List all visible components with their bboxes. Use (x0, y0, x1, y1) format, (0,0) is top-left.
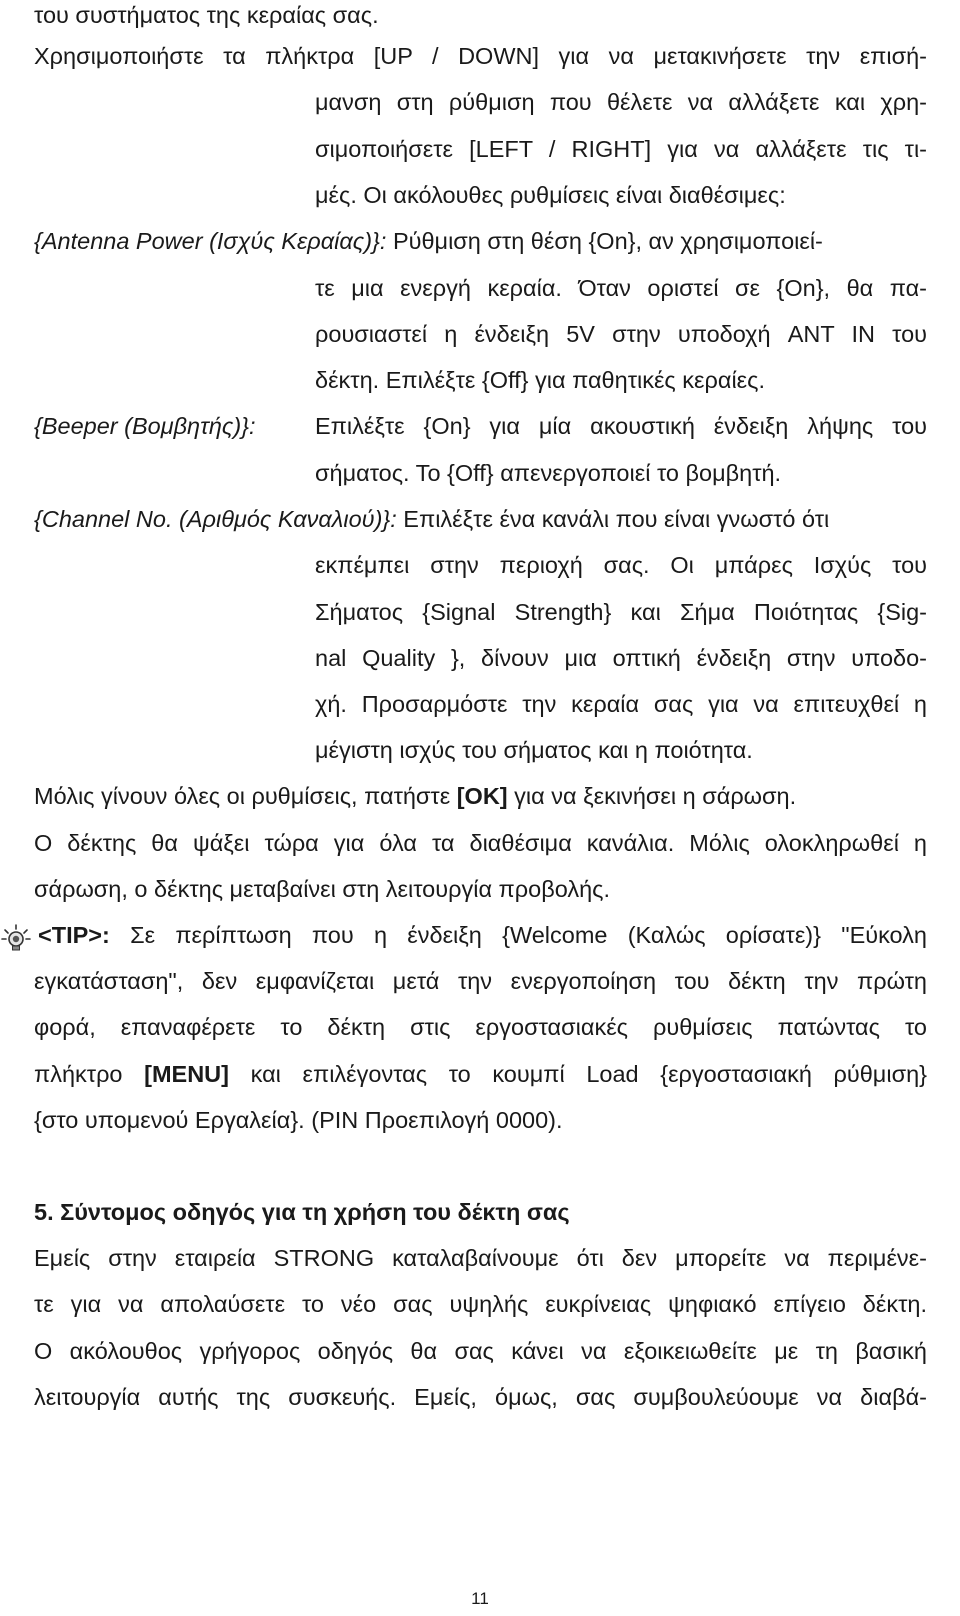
text-line: ρουσιαστεί η ένδειξη 5V στην υποδοχή ANT IN του (315, 321, 927, 347)
text-line: του συστήματος της κεραίας σας. (34, 2, 379, 28)
text-line: φορά, επαναφέρετε το δέκτη στις εργοστασιακές ρυθμίσεις πατώντας το (34, 1014, 927, 1040)
text-line: λειτουργία αυτής της συσκευής. Εμείς, όμως, σας συμβουλεύουμε να διαβά- (34, 1384, 927, 1410)
beeper-setting-description: Επιλέξτε {On} για μία ακουστική ένδειξη λήψης του (315, 413, 927, 439)
text-run: για να ξεκινήσει η σάρωση. (507, 783, 797, 809)
text-line: {στο υπομενού Εργαλεία}. (PIN Προεπιλογή 0000). (34, 1107, 563, 1133)
channel-number-setting (34, 504, 829, 534)
text-run: πλήκτρο (34, 1061, 145, 1087)
text-line: Εμείς στην εταιρεία STRONG καταλαβαίνουμε ότι δεν μπορείτε να περιμένε- (34, 1245, 927, 1271)
beeper-setting-label: {Beeper (Βομβητής)}: (34, 413, 256, 439)
tip-line-content (38, 920, 927, 950)
tip-label: <TIP>: (38, 922, 110, 948)
tip-first-line (38, 920, 927, 950)
text-line: δέκτη. Επιλέξτε {Off} για παθητικές κεραίες. (315, 367, 766, 393)
text-line: χή. Προσαρμόστε την κεραία σας για να επιτευχθεί η (315, 691, 927, 717)
antenna-power-setting (34, 226, 823, 256)
text-line: μέγιστη ισχύς του σήματος και η ποιότητα. (315, 737, 753, 763)
menu-key-label: [MENU] (144, 1061, 229, 1087)
ok-key-label: [OK] (456, 783, 508, 809)
text-line: μές. Οι ακόλουθες ρυθμίσεις είναι διαθέσιμες: (315, 182, 786, 208)
setting-label: {Channel No. (Αριθμός Καναλιού)}: (34, 506, 397, 532)
text-run: Μόλις γίνουν όλες οι ρυθμίσεις, πατήστε (34, 783, 457, 809)
text-line: Χρησιμοποιήστε τα πλήκτρα [UP / DOWN] για να μετακινήσετε την επισή- (34, 43, 927, 69)
text-run: Σε περίπτωση που η ένδειξη {Welcome (Καλώς ορίσατε)} "Εύκολη (109, 922, 927, 948)
setting-description: Επιλέξτε ένα κανάλι που είναι γνωστό ότι (396, 506, 830, 532)
text-run: και επιλέγοντας το κουμπί Load {εργοστασιακή ρύθμιση} (228, 1061, 927, 1087)
text-line: εγκατάσταση", δεν εμφανίζεται μετά την ενεργοποίηση του δέκτη την πρώτη (34, 968, 927, 994)
ok-instruction (34, 781, 796, 811)
text-line: Ο δέκτης θα ψάξει τώρα για όλα τα διαθέσιμα κανάλια. Μόλις ολοκληρωθεί η (34, 830, 927, 856)
text-line: Σήματος {Signal Strength} και Σήμα Ποιότητας {Sig- (315, 599, 927, 625)
page-number: 11 (471, 1589, 489, 1608)
text-line: τε μια ενεργή κεραία. Όταν οριστεί σε {On}, θα πα- (315, 275, 927, 301)
text-line: εκπέμπει στην περιοχή σας. Οι μπάρες Ισχύς του (315, 552, 927, 578)
setting-description: Ρύθμιση στη θέση {On}, αν χρησιμοποιεί- (386, 228, 823, 254)
text-line: σιμοποιήσετε [LEFT / RIGHT] για να αλλάξετε τις τι- (315, 136, 927, 162)
text-line: Ο ακόλουθος γρήγορος οδηγός θα σας κάνει να εξοικειωθείτε με τη βασική (34, 1338, 927, 1364)
section-heading: 5. Σύντομος οδηγός για τη χρήση του δέκτη σας (34, 1199, 570, 1225)
tip-menu-line (34, 1059, 927, 1089)
text-line: μανση στη ρύθμιση που θέλετε να αλλάξετε και χρη- (315, 89, 927, 115)
text-line: τε για να απολαύσετε το νέο σας υψηλής ευκρίνειας ψηφιακό επίγειο δέκτη. (34, 1291, 927, 1317)
text-line: σήματος. Το {Off} απενεργοποιεί το βομβητή. (315, 460, 782, 486)
lightbulb-icon (1, 924, 31, 954)
text-line: σάρωση, ο δέκτης μεταβαίνει στη λειτουργία προβολής. (34, 876, 611, 902)
text-line: nal Quality }, δίνουν μια οπτική ένδειξη στην υποδο- (315, 645, 927, 671)
setting-label: {Antenna Power (Ισχύς Κεραίας)}: (34, 228, 387, 254)
